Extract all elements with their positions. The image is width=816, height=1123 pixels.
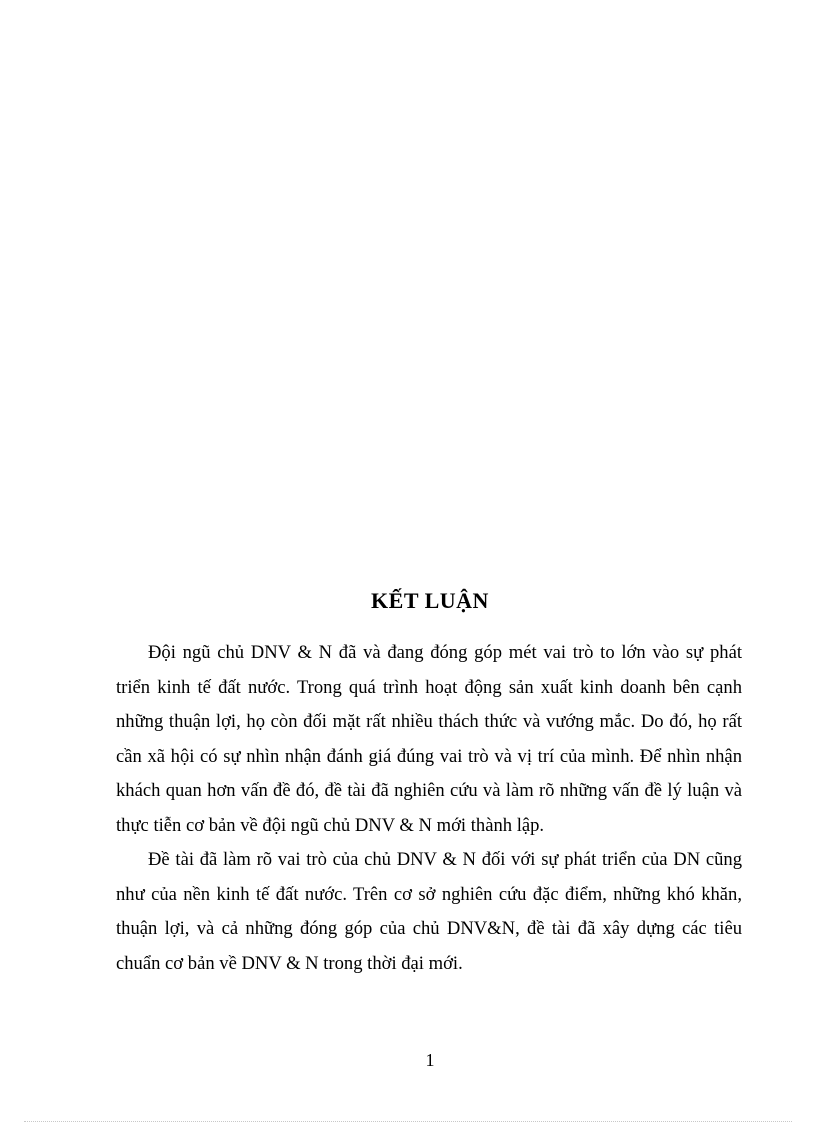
paragraph-1: Đội ngũ chủ DNV & N đã và đang đóng góp mét vai trò to lớn vào sự phát triển kinh tế đất nước. Trong quá trình hoạt động sản xuất kinh doanh bên cạnh những thuận lợi, họ còn đối mặt rất nhiều thách thức và vướng mắc. Do đó, họ rất cần xã hội có sự nhìn nhận đánh giá đúng vai trò và vị trí của mình. Để nhìn nhận khách quan hơn vấn đề đó, đề tài đã nghiên cứu và làm rõ những vấn đề lý luận và thực tiễn cơ bản về đội ngũ chủ DNV & N mới thành lập. — [116, 642, 742, 836]
body-text — [116, 636, 742, 981]
section-heading: KẾT LUẬN — [371, 588, 489, 613]
footer-divider — [24, 1121, 792, 1122]
paragraph-2: Đề tài đã làm rõ vai trò của chủ DNV & N đối với sự phát triển của DN cũng như của nền kinh tế đất nước. Trên cơ sở nghiên cứu đặc điểm, những khó khăn, thuận lợi, và cả những đóng góp của chủ DNV&N, đề tài đã xây dựng các tiêu chuẩn cơ bản về DNV & N trong thời đại mới. — [116, 849, 742, 974]
page-number: 1 — [425, 1050, 435, 1070]
